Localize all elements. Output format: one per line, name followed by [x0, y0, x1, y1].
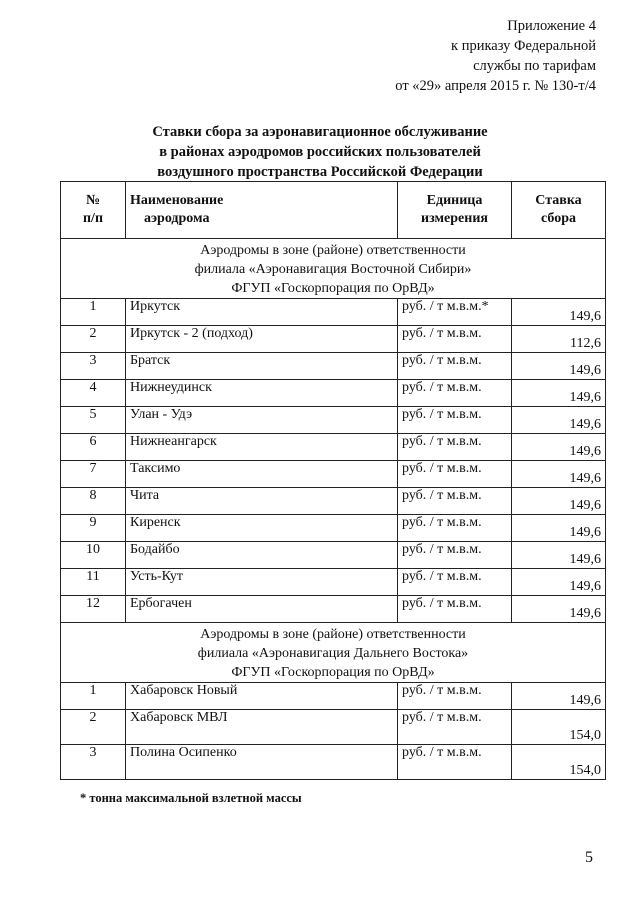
title-line: Ставки сбора за аэронавигационное обслуживание: [152, 124, 488, 140]
header-text: Единица: [426, 193, 483, 208]
aerodrome-name: Усть-Кут: [126, 569, 398, 596]
aerodrome-name: Киренск: [126, 515, 398, 542]
table-row: [61, 353, 606, 380]
table-header-row: [61, 182, 606, 239]
aerodrome-name: Нижнеангарск: [126, 434, 398, 461]
rate-value: 149,6: [512, 515, 606, 542]
table-row: [61, 596, 606, 623]
table-row: [61, 299, 606, 326]
aerodrome-name: Хабаровск Новый: [126, 683, 398, 710]
row-number: 10: [61, 542, 126, 569]
section-heading-line: Аэродромы в зоне (районе) ответственности: [200, 243, 466, 258]
unit-of-measure: руб. / т м.в.м.: [398, 710, 512, 745]
aerodrome-name: Таксимо: [126, 461, 398, 488]
rate-value: 149,6: [512, 683, 606, 710]
row-number: 1: [61, 683, 126, 710]
row-number: 3: [61, 353, 126, 380]
aerodrome-name: Хабаровск МВЛ: [126, 710, 398, 745]
row-number: 2: [61, 710, 126, 745]
row-number: 1: [61, 299, 126, 326]
header-rate: [512, 182, 606, 239]
unit-of-measure: руб. / т м.в.м.: [398, 407, 512, 434]
rate-value: 149,6: [512, 299, 606, 326]
header-text: сбора: [541, 211, 576, 226]
aerodrome-name: Бодайбо: [126, 542, 398, 569]
header-text: №: [85, 193, 101, 208]
section-heading-line: филиала «Аэронавигация Восточной Сибири»: [194, 262, 472, 277]
table-row: [61, 683, 606, 710]
unit-of-measure: руб. / т м.в.м.*: [398, 299, 512, 326]
row-number: 2: [61, 326, 126, 353]
aerodrome-name: Иркутск - 2 (подход): [126, 326, 398, 353]
appendix-header: [395, 16, 596, 96]
aerodrome-name: Нижнеудинск: [126, 380, 398, 407]
rate-value: 149,6: [512, 596, 606, 623]
section-heading-line: ФГУП «Госкорпорация по ОрВД»: [231, 281, 435, 296]
unit-of-measure: руб. / т м.в.м.: [398, 515, 512, 542]
header-text: п/п: [82, 211, 104, 226]
table-row: [61, 434, 606, 461]
page-number: 5: [585, 849, 593, 866]
unit-of-measure: руб. / т м.в.м.: [398, 353, 512, 380]
row-number: 7: [61, 461, 126, 488]
unit-of-measure: руб. / т м.в.м.: [398, 380, 512, 407]
rate-value: 154,0: [512, 710, 606, 745]
aerodrome-name: Улан - Удэ: [126, 407, 398, 434]
table-row: [61, 515, 606, 542]
section-heading: [61, 623, 606, 683]
header-text: измерения: [421, 211, 488, 226]
row-number: 9: [61, 515, 126, 542]
table-row: [61, 710, 606, 745]
row-number: 8: [61, 488, 126, 515]
aerodrome-name: Братск: [126, 353, 398, 380]
table-row: [61, 326, 606, 353]
rate-value: 149,6: [512, 569, 606, 596]
unit-of-measure: руб. / т м.в.м.: [398, 326, 512, 353]
rate-value: 149,6: [512, 461, 606, 488]
appendix-line: от «29» апреля 2015 г. № 130-т/4: [395, 78, 596, 94]
rate-value: 112,6: [512, 326, 606, 353]
table-body: [61, 239, 606, 780]
row-number: 11: [61, 569, 126, 596]
rate-value: 154,0: [512, 745, 606, 780]
footnote: * тонна максимальной взлетной массы: [80, 791, 302, 805]
title-line: воздушного пространства Российской Федерации: [157, 164, 483, 180]
row-number: 5: [61, 407, 126, 434]
section-heading: [61, 239, 606, 299]
unit-of-measure: руб. / т м.в.м.: [398, 569, 512, 596]
rate-value: 149,6: [512, 542, 606, 569]
row-number: 12: [61, 596, 126, 623]
document-title: [0, 122, 640, 182]
table-row: [61, 407, 606, 434]
rate-value: 149,6: [512, 407, 606, 434]
table-row: [61, 569, 606, 596]
section-heading-line: филиала «Аэронавигация Дальнего Востока»: [197, 646, 469, 661]
unit-of-measure: руб. / т м.в.м.: [398, 745, 512, 780]
row-number: 3: [61, 745, 126, 780]
section-heading-row: [61, 623, 606, 683]
aerodrome-name: Чита: [126, 488, 398, 515]
unit-of-measure: руб. / т м.в.м.: [398, 683, 512, 710]
header-text: аэродрома: [144, 211, 210, 226]
rate-value: 149,6: [512, 434, 606, 461]
table-row: [61, 488, 606, 515]
section-heading-row: [61, 239, 606, 299]
appendix-line: службы по тарифам: [473, 58, 596, 74]
header-name: [126, 182, 398, 239]
rate-value: 149,6: [512, 488, 606, 515]
appendix-line: к приказу Федеральной: [451, 38, 596, 54]
rates-table: [60, 181, 606, 780]
rate-value: 149,6: [512, 353, 606, 380]
title-line: в районах аэродромов российских пользователей: [159, 144, 481, 160]
section-heading-line: ФГУП «Госкорпорация по ОрВД»: [231, 665, 435, 680]
header-unit: [398, 182, 512, 239]
unit-of-measure: руб. / т м.в.м.: [398, 596, 512, 623]
unit-of-measure: руб. / т м.в.м.: [398, 434, 512, 461]
aerodrome-name: Полина Осипенко: [126, 745, 398, 780]
aerodrome-name: Иркутск: [126, 299, 398, 326]
header-text: Ставка: [535, 193, 582, 208]
table-row: [61, 745, 606, 780]
table-row: [61, 461, 606, 488]
header-number: [61, 182, 126, 239]
rate-value: 149,6: [512, 380, 606, 407]
table-row: [61, 542, 606, 569]
section-heading-line: Аэродромы в зоне (районе) ответственности: [200, 627, 466, 642]
unit-of-measure: руб. / т м.в.м.: [398, 461, 512, 488]
row-number: 6: [61, 434, 126, 461]
appendix-line: Приложение 4: [507, 18, 596, 34]
aerodrome-name: Ербогачен: [126, 596, 398, 623]
table-row: [61, 380, 606, 407]
unit-of-measure: руб. / т м.в.м.: [398, 488, 512, 515]
row-number: 4: [61, 380, 126, 407]
unit-of-measure: руб. / т м.в.м.: [398, 542, 512, 569]
header-text: Наименование: [130, 193, 224, 208]
